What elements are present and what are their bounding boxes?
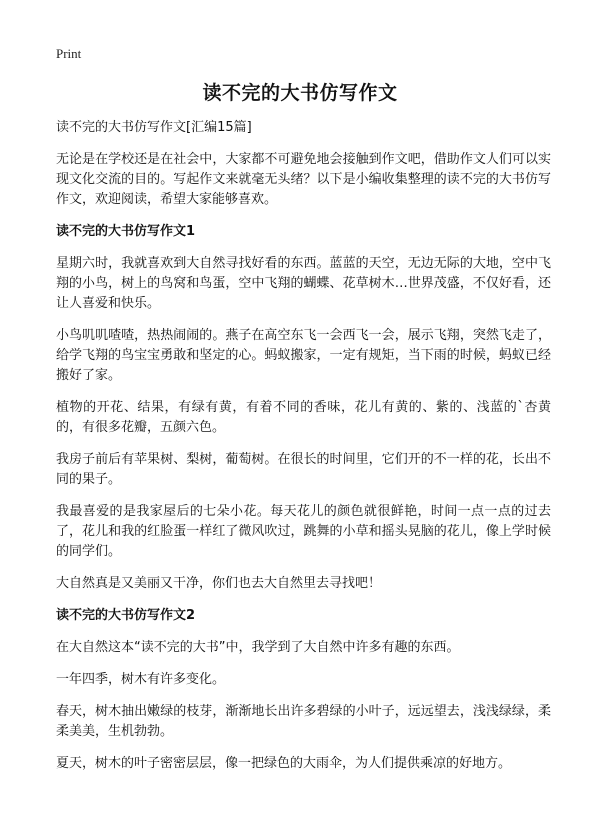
- section-1-paragraph: 小鸟叽叽喳喳，热热闹闹的。燕子在高空东飞一会西飞一会，展示飞翔，突然飞走了，给学飞翔的鸟宝宝勇敢和坚定的心。蚂蚁搬家，一定有规矩，当下雨的时候，蚂蚁已经搬好了家。: [56, 328, 551, 383]
- section-2-paragraph: 一年四季，树木有许多变化。: [56, 672, 226, 687]
- intro-paragraph: 无论是在学校还是在社会中，大家都不可避免地会接触到作文吧，借助作文人们可以实现文化交流的目的。写起作文来就毫无头绪？以下是小编收集整理的读不完的大书仿写作文，欢迎阅读，希望大家能够喜欢。: [56, 152, 551, 207]
- section-1-paragraph: 星期六时，我就喜欢到大自然寻找好看的东西。蓝蓝的天空，无边无际的大地，空中飞翔的小鸟，树上的鸟窝和鸟蛋，空中飞翔的蝴蝶、花草树木…世界茂盛，不仅好看，还让人喜爱和快乐。: [56, 256, 551, 311]
- section-2-paragraph: 春天，树木抽出嫩绿的枝芽，渐渐地长出许多碧绿的小叶子，远远望去，浅浅绿绿，柔柔美美，生机勃勃。: [56, 704, 551, 739]
- section-2-paragraph: 在大自然这本“读不完的大书”中，我学到了大自然中许多有趣的东西。: [56, 640, 460, 655]
- section-1-paragraph: 我最喜爱的是我家屋后的七朵小花。每天花儿的颜色就很鲜艳，时间一点一点的过去了，花儿和我的红脸蛋一样红了微风吹过，跳舞的小草和摇头晃脑的花儿，像上学时候的同学们。: [56, 504, 551, 559]
- section-1-paragraph: 我房子前后有苹果树、梨树，葡萄树。在很长的时间里，它们开的不一样的花，长出不同的果子。: [56, 452, 551, 487]
- section-heading-2: 读不完的大书仿写作文2: [56, 608, 196, 623]
- print-link[interactable]: Print: [56, 46, 82, 61]
- section-1-paragraph: 大自然真是又美丽又干净，你们也去大自然里去寻找吧！: [56, 576, 382, 591]
- page-title: 读不完的大书仿写作文: [202, 82, 398, 104]
- section-1-paragraph: 植物的开花、结果，有绿有黄，有着不同的香味，花儿有黄的、紫的、浅蓝的`杏黄的，有很多花瓣，五颜六色。: [56, 400, 551, 435]
- section-2-paragraph: 夏天，树木的叶子密密层层，像一把绿色的大雨伞，为人们提供乘凉的好地方。: [56, 756, 512, 771]
- article-subtitle: 读不完的大书仿写作文[汇编15篇]: [56, 120, 252, 135]
- article-body: [56, 118, 551, 786]
- section-heading-1: 读不完的大书仿写作文1: [56, 224, 196, 239]
